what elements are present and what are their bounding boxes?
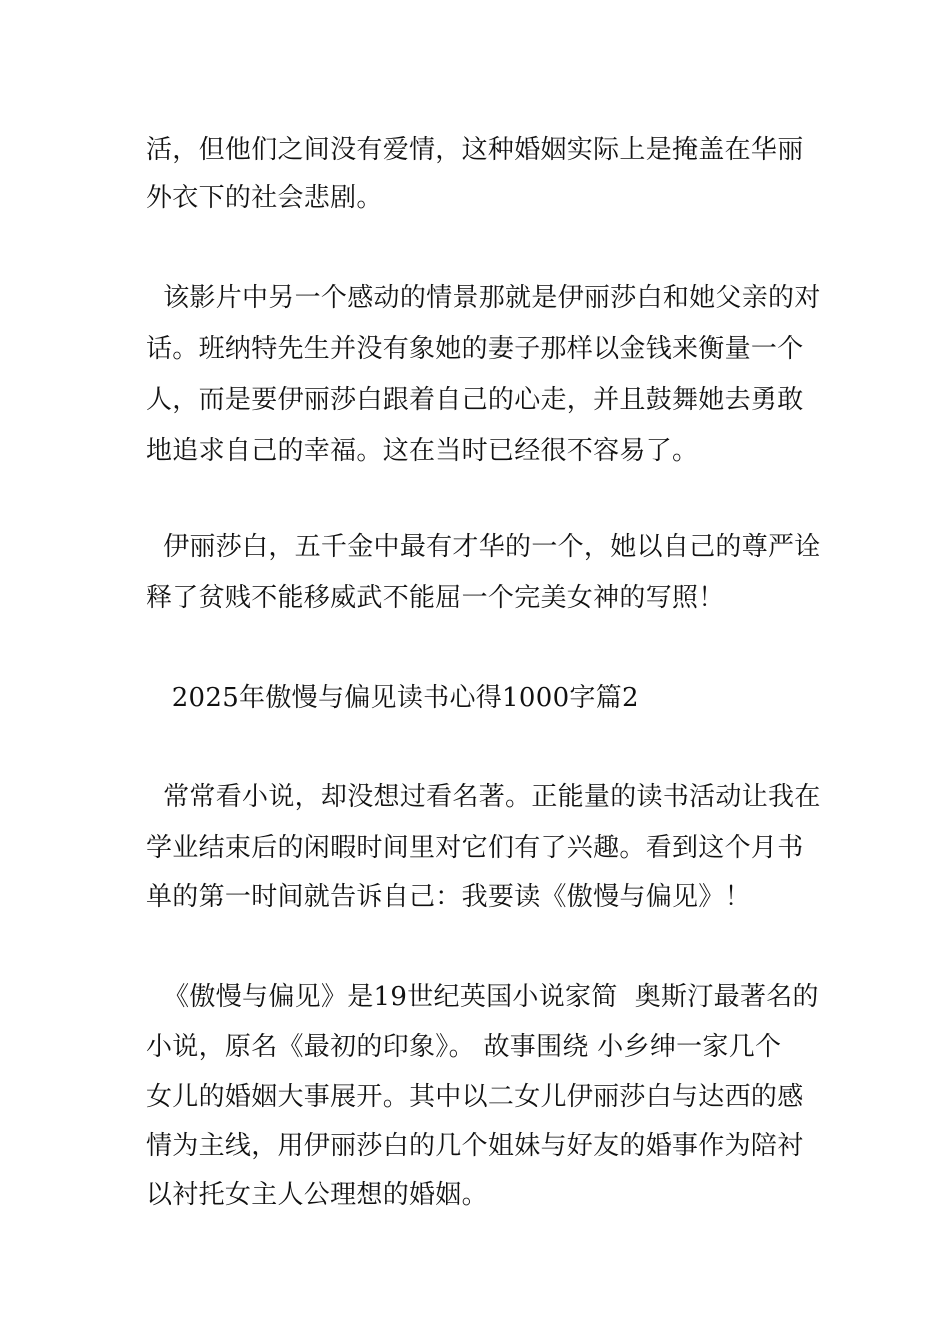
paragraph-4-line-2: 学业结束后的闲暇时间里对它们有了兴趣。看到这个月书 [146, 833, 804, 863]
paragraph-5-line-5: 以衬托女主人公理想的婚姻。 [146, 1180, 488, 1210]
paragraph-2-line-4: 地追求自己的幸福。这在当时已经很不容易了。 [146, 436, 699, 466]
paragraph-1-line-1: 活，但他们之间没有爱情，这种婚姻实际上是掩盖在华丽 [146, 135, 804, 165]
paragraph-4-line-1: 常常看小说，却没想过看名著。正能量的读书活动让我在 [146, 782, 821, 812]
paragraph-2-line-2: 话。班纳特先生并没有象她的妻子那样以金钱来衡量一个 [146, 334, 804, 364]
paragraph-1-line-2: 外衣下的社会悲剧。 [146, 183, 383, 213]
paragraph-3-line-2: 释了贫贱不能移威武不能屈一个完美女神的写照！ [146, 583, 725, 613]
paragraph-2-line-1: 该影片中另一个感动的情景那就是伊丽莎白和她父亲的对 [146, 283, 821, 313]
section-heading: 2025年傲慢与偏见读书心得1000字篇2 [146, 683, 639, 713]
paragraph-5-line-3: 女儿的婚姻大事展开。其中以二女儿伊丽莎白与达西的感 [146, 1082, 804, 1112]
paragraph-2-line-3: 人，而是要伊丽莎白跟着自己的心走，并且鼓舞她去勇敢 [146, 385, 804, 415]
paragraph-5-line-1: 《傲慢与偏见》是19世纪英国小说家简 奥斯汀最著名的 [146, 982, 819, 1012]
paragraph-4-line-3: 单的第一时间就告诉自己：我要读《傲慢与偏见》！ [146, 882, 751, 912]
paragraph-5-line-4: 情为主线，用伊丽莎白的几个姐妹与好友的婚事作为陪衬 [146, 1131, 804, 1161]
paragraph-5-line-2: 小说，原名《最初的印象》。 故事围绕 小乡绅一家几个 [146, 1032, 782, 1062]
paragraph-3-line-1: 伊丽莎白，五千金中最有才华的一个，她以自己的尊严诠 [146, 532, 821, 562]
